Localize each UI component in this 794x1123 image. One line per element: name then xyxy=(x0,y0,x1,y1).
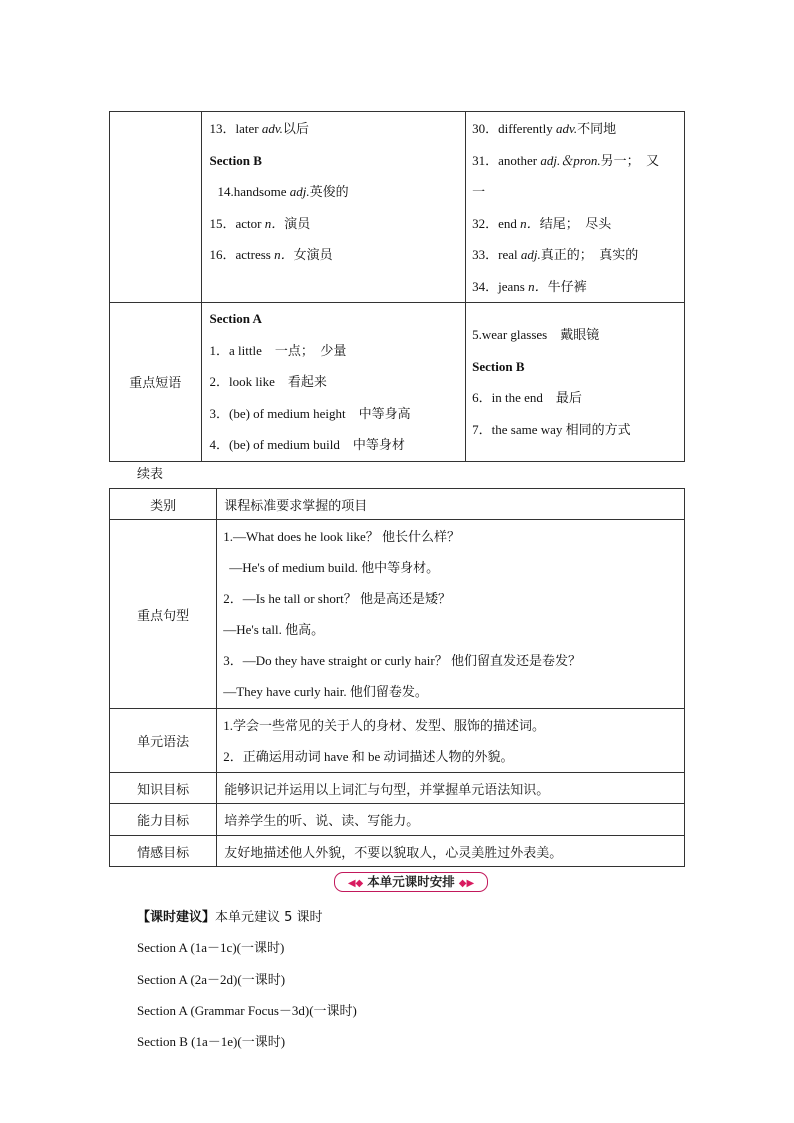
right-arrow-icon: ◆ xyxy=(458,878,467,889)
ability-cell: 培养学生的听、说、读、写能力。 xyxy=(217,804,685,836)
schedule-item: Section B (1a－1e)(一课时) xyxy=(137,1034,286,1049)
phrase-item: 1．a little 一点； 少量 xyxy=(209,342,347,358)
schedule-title: 【课时建议】本单元建议 5 课时 xyxy=(137,910,323,925)
knowledge-row xyxy=(110,773,685,804)
sentences-category: 重点句型 xyxy=(110,520,217,709)
phrases-row xyxy=(110,303,685,462)
vocab-item: 15．actor n．演员 xyxy=(209,215,311,231)
schedule-item: Section A (2a－2d)(一课时) xyxy=(137,972,286,987)
left-arrow-icon: ◀ xyxy=(347,878,356,889)
sentences-row xyxy=(110,520,685,709)
phrases-right-cell xyxy=(466,303,685,462)
vocab-item: 16．actress n．女演员 xyxy=(209,247,333,262)
emotion-cell: 友好地描述他人外貌，不要以貌取人，心灵美胜过外表美。 xyxy=(217,836,685,867)
vocab-table xyxy=(109,111,685,462)
sentence-line: —He's of medium build. 他中等身材。 xyxy=(229,560,440,575)
section-heading: Section A xyxy=(209,311,262,326)
vocab-item: 30．differently adv.不同地 xyxy=(472,121,617,136)
ability-row xyxy=(110,804,685,836)
knowledge-cell: 能够识记并运用以上词汇与句型，并掌握单元语法知识。 xyxy=(217,773,685,804)
phrase-item: 4．(be) of medium build 中等身材 xyxy=(209,437,405,452)
knowledge-category: 知识目标 xyxy=(110,773,217,804)
continued-label: 续表 xyxy=(137,467,164,482)
grammar-row xyxy=(110,709,685,773)
phrase-item: 2．look like 看起来 xyxy=(209,374,327,389)
grammar-cell xyxy=(217,709,685,773)
left-arrow-icon: ◆ xyxy=(355,878,364,889)
phrase-item: 5.wear glasses 戴眼镜 xyxy=(472,327,600,342)
sentence-line: 1.—What does he look like？ 他长什么样？ xyxy=(223,529,461,544)
phrase-item: 3．(be) of medium height 中等身高 xyxy=(209,405,411,421)
vocab-category-cell xyxy=(110,112,202,303)
emotion-row xyxy=(110,836,685,867)
schedule-item: Section A (1a－1c)(一课时) xyxy=(137,940,285,955)
phrases-left-cell xyxy=(201,303,466,462)
vocab-item: 33．real adj.真正的； 真实的 xyxy=(472,247,639,262)
grammar-line: 2．正确运用动词 have 和 be 动词描述人物的外貌。 xyxy=(223,749,514,764)
vocab-item: 13．later adv.以后 xyxy=(209,121,309,136)
header-content: 课程标准要求掌握的项目 xyxy=(217,489,685,520)
phrase-item: 6．in the end 最后 xyxy=(472,390,582,405)
section-heading: Section B xyxy=(209,152,262,168)
banner-title: 本单元课时安排 xyxy=(367,874,455,889)
emotion-category: 情感目标 xyxy=(110,836,217,867)
grammar-line: 1.学会一些常见的关于人的身材、发型、服饰的描述词。 xyxy=(223,718,545,733)
vocab-right-cell xyxy=(466,112,685,303)
sentence-line: —He's tall. 他高。 xyxy=(223,622,325,637)
vocab-left-cell xyxy=(201,112,466,303)
header-category: 类别 xyxy=(110,489,217,520)
schedule-item: Section A (Grammar Focus－3d)(一课时) xyxy=(137,1003,357,1018)
ability-category: 能力目标 xyxy=(110,804,217,836)
phrase-item: 7．the same way 相同的方式 xyxy=(472,421,631,437)
schedule-banner xyxy=(334,872,488,892)
vocab-item: 32．end n．结尾； 尽头 xyxy=(472,215,612,231)
header-row xyxy=(110,489,685,520)
vocab-row xyxy=(110,112,685,303)
vocab-item: 14.handsome adj.英俊的 xyxy=(217,184,349,199)
sentences-cell xyxy=(217,520,685,709)
section-heading: Section B xyxy=(472,358,525,374)
grammar-category: 单元语法 xyxy=(110,709,217,773)
sentence-line: —They have curly hair. 他们留卷发。 xyxy=(223,684,428,699)
right-arrow-icon: ▶ xyxy=(466,878,475,889)
vocab-item-wrap: 一 xyxy=(472,184,486,199)
phrases-category: 重点短语 xyxy=(110,303,202,462)
sentence-line: 2．—Is he tall or short？ 他是高还是矮？ xyxy=(223,591,452,606)
sentence-line: 3．—Do they have straight or curly hair？ 他们留直发还是卷发？ xyxy=(223,653,581,668)
vocab-item: 34．jeans n．牛仔裤 xyxy=(472,278,587,294)
vocab-item: 31．another adj.＆pron.另一； 又 xyxy=(472,152,660,168)
objectives-table xyxy=(109,488,685,867)
